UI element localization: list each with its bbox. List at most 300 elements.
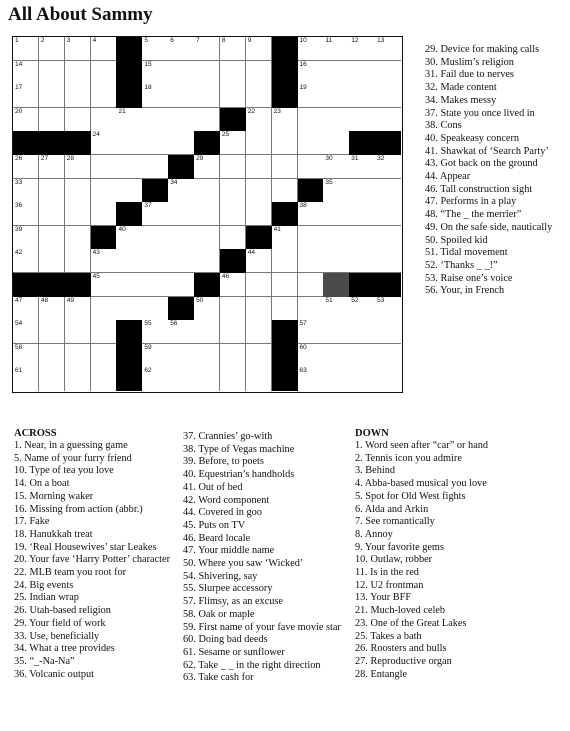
clue-item: 11. Is in the red bbox=[355, 567, 419, 579]
grid-cell[interactable] bbox=[65, 84, 91, 108]
grid-cell[interactable] bbox=[13, 249, 39, 273]
grid-cell[interactable] bbox=[220, 344, 246, 368]
black-square bbox=[116, 61, 142, 85]
grid-cell[interactable] bbox=[349, 108, 375, 132]
grid-cell[interactable] bbox=[13, 108, 39, 132]
grid-cell[interactable] bbox=[91, 367, 117, 391]
grid-cell[interactable] bbox=[298, 108, 324, 132]
grid-cell[interactable] bbox=[323, 320, 349, 344]
clue-number: 9 bbox=[247, 37, 252, 44]
clue-number: 31 bbox=[351, 155, 359, 162]
grid-cell[interactable] bbox=[220, 226, 246, 250]
grid-cell[interactable] bbox=[323, 202, 349, 226]
grid-cell[interactable] bbox=[39, 202, 65, 226]
clue-item: 35. “_-Na-Na” bbox=[14, 655, 75, 667]
shaded-square bbox=[323, 273, 349, 297]
clue-item: 31. Fail due to nerves bbox=[425, 69, 514, 81]
clue-number: 27 bbox=[40, 155, 49, 162]
grid-cell[interactable] bbox=[39, 297, 65, 321]
grid-cell[interactable] bbox=[246, 249, 272, 273]
clue-number: 53 bbox=[377, 296, 385, 304]
black-square bbox=[65, 131, 91, 155]
clue-number: 8 bbox=[221, 37, 226, 44]
grid-cell[interactable] bbox=[65, 61, 91, 85]
grid-cell[interactable] bbox=[65, 155, 91, 179]
grid-cell[interactable] bbox=[298, 131, 324, 155]
grid-cell[interactable] bbox=[220, 297, 246, 321]
clue-item: 18. Hanukkah treat bbox=[14, 528, 93, 540]
grid-cell[interactable] bbox=[323, 131, 349, 155]
grid-cell[interactable] bbox=[39, 61, 65, 85]
across-list-1 bbox=[14, 440, 170, 681]
clue-item: 7. See romantically bbox=[355, 516, 435, 528]
black-square bbox=[39, 131, 65, 155]
clue-number: 45 bbox=[92, 273, 100, 280]
clue-item: 24. Big events bbox=[14, 579, 74, 591]
clue-number: 58 bbox=[15, 343, 23, 351]
clue-number: 7 bbox=[196, 37, 200, 44]
grid-cell[interactable] bbox=[246, 131, 272, 155]
grid-cell[interactable] bbox=[220, 367, 246, 391]
grid-cell[interactable] bbox=[272, 155, 298, 179]
clue-item: 36. Volcanic output bbox=[14, 668, 94, 680]
grid-cell[interactable] bbox=[246, 108, 272, 132]
grid-cell[interactable] bbox=[194, 249, 220, 273]
clue-item: 59. First name of your fave movie star bbox=[183, 621, 341, 633]
clue-item: 6. Alda and Arkin bbox=[355, 503, 429, 515]
clue-item: 2. Tennis icon you admire bbox=[355, 452, 462, 464]
grid-cell[interactable] bbox=[65, 367, 91, 391]
grid-cell[interactable] bbox=[220, 37, 246, 61]
grid-cell[interactable] bbox=[13, 226, 39, 250]
grid-cell[interactable] bbox=[13, 367, 39, 391]
clue-item: 25. Indian wrap bbox=[14, 592, 79, 604]
clue-number: 56 bbox=[170, 320, 178, 328]
clue-number: 17 bbox=[15, 84, 23, 92]
grid-cell[interactable] bbox=[194, 320, 220, 344]
grid-cell[interactable] bbox=[323, 61, 349, 85]
grid-cell[interactable] bbox=[91, 297, 117, 321]
grid-cell[interactable] bbox=[194, 344, 220, 368]
grid-cell[interactable] bbox=[168, 344, 194, 368]
grid-cell[interactable] bbox=[168, 179, 194, 203]
clue-number: 16 bbox=[299, 60, 307, 68]
grid-cell[interactable] bbox=[65, 37, 91, 61]
grid-cell[interactable] bbox=[168, 367, 194, 391]
grid-cell[interactable] bbox=[13, 297, 39, 321]
grid-cell[interactable] bbox=[142, 226, 168, 250]
grid-cell[interactable] bbox=[375, 37, 401, 61]
puzzle-title: All About Sammy bbox=[8, 4, 153, 25]
down-clues-column bbox=[355, 427, 488, 681]
clue-number: 10 bbox=[299, 37, 307, 44]
grid-cell[interactable] bbox=[246, 273, 272, 297]
grid-cell[interactable] bbox=[298, 344, 324, 368]
clue-number: 42 bbox=[15, 249, 23, 257]
grid-cell[interactable] bbox=[39, 226, 65, 250]
grid-cell[interactable] bbox=[298, 226, 324, 250]
grid-cell[interactable] bbox=[142, 84, 168, 108]
clue-number: 37 bbox=[144, 202, 152, 210]
grid-cell[interactable] bbox=[246, 155, 272, 179]
grid-cell[interactable] bbox=[142, 108, 168, 132]
grid-cell[interactable] bbox=[375, 297, 401, 321]
grid-cell[interactable] bbox=[298, 155, 324, 179]
grid-cell[interactable] bbox=[194, 155, 220, 179]
grid-cell[interactable] bbox=[194, 179, 220, 203]
black-square bbox=[194, 273, 220, 297]
grid-cell[interactable] bbox=[13, 202, 39, 226]
grid-cell[interactable] bbox=[246, 179, 272, 203]
clue-number: 35 bbox=[325, 178, 333, 186]
down-heading: DOWN bbox=[355, 428, 389, 439]
grid-cell[interactable] bbox=[349, 249, 375, 273]
black-square bbox=[116, 320, 142, 344]
grid-cell[interactable] bbox=[349, 155, 375, 179]
grid-cell[interactable] bbox=[39, 155, 65, 179]
grid-cell[interactable] bbox=[349, 179, 375, 203]
grid-cell[interactable] bbox=[168, 131, 194, 155]
grid-cell[interactable] bbox=[142, 131, 168, 155]
clue-number: 1 bbox=[15, 37, 19, 44]
grid-cell[interactable] bbox=[375, 320, 401, 344]
grid-cell[interactable] bbox=[323, 108, 349, 132]
grid-cell[interactable] bbox=[39, 320, 65, 344]
grid-cell[interactable] bbox=[142, 273, 168, 297]
grid-cell[interactable] bbox=[13, 320, 39, 344]
grid-cell[interactable] bbox=[349, 61, 375, 85]
grid-cell[interactable] bbox=[375, 202, 401, 226]
grid-cell[interactable] bbox=[220, 131, 246, 155]
black-square bbox=[168, 297, 194, 321]
grid-cell[interactable] bbox=[168, 61, 194, 85]
grid-cell[interactable] bbox=[13, 155, 39, 179]
clue-item: 34. What a tree provides bbox=[14, 643, 115, 655]
grid-cell[interactable] bbox=[91, 202, 117, 226]
grid-cell[interactable] bbox=[323, 367, 349, 391]
clue-item: 10. Outlaw, robber bbox=[355, 554, 433, 566]
grid-cell[interactable] bbox=[168, 84, 194, 108]
grid-cell[interactable] bbox=[91, 179, 117, 203]
grid-cell[interactable] bbox=[194, 226, 220, 250]
grid-cell[interactable] bbox=[168, 108, 194, 132]
grid-cell[interactable] bbox=[91, 108, 117, 132]
black-square bbox=[375, 131, 401, 155]
clue-item: 40. Speakeasy concern bbox=[425, 132, 520, 144]
grid-cell[interactable] bbox=[349, 37, 375, 61]
grid-cell[interactable] bbox=[323, 226, 349, 250]
grid-cell[interactable] bbox=[65, 297, 91, 321]
grid-cell[interactable] bbox=[91, 273, 117, 297]
black-square bbox=[220, 249, 246, 273]
clue-item: 1. Word seen after “car” or hand bbox=[355, 440, 489, 451]
clue-item: 4. Abba-based musical you love bbox=[355, 478, 487, 490]
grid-cell[interactable] bbox=[142, 367, 168, 391]
grid-cell[interactable] bbox=[168, 273, 194, 297]
clue-item: 50. Where you saw ‘Wicked’ bbox=[183, 558, 304, 570]
grid-cell[interactable] bbox=[13, 344, 39, 368]
grid-cell[interactable] bbox=[39, 84, 65, 108]
clue-item: 22. MLB team you root for bbox=[14, 567, 127, 579]
grid-cell[interactable] bbox=[272, 179, 298, 203]
grid-cell[interactable] bbox=[91, 155, 117, 179]
clue-number: 24 bbox=[92, 131, 100, 139]
clue-item: 57. Flimsy, as an excuse bbox=[183, 596, 283, 608]
grid-cell[interactable] bbox=[13, 61, 39, 85]
grid-cell[interactable] bbox=[65, 320, 91, 344]
grid-cell[interactable] bbox=[272, 273, 298, 297]
grid-cell[interactable] bbox=[65, 179, 91, 203]
clue-item: 23. One of the Great Lakes bbox=[355, 617, 467, 629]
clue-item: 13. Your BFF bbox=[355, 592, 412, 604]
grid-cell[interactable] bbox=[375, 344, 401, 368]
clue-number: 15 bbox=[144, 60, 152, 68]
clue-number: 28 bbox=[66, 155, 74, 162]
clue-item: 41. Shawkat of ‘Search Party’ bbox=[425, 145, 549, 157]
grid-cell[interactable] bbox=[168, 249, 194, 273]
clue-number: 59 bbox=[144, 343, 152, 351]
clue-number: 48 bbox=[40, 296, 49, 304]
clue-item: 63. Take cash for bbox=[183, 672, 254, 684]
clue-item: 44. Appear bbox=[425, 171, 471, 183]
grid-cell[interactable] bbox=[375, 179, 401, 203]
clue-number: 26 bbox=[15, 155, 23, 162]
grid-cell[interactable] bbox=[39, 108, 65, 132]
grid-cell[interactable] bbox=[220, 155, 246, 179]
grid-cell[interactable] bbox=[246, 84, 272, 108]
black-square bbox=[349, 131, 375, 155]
clue-number: 14 bbox=[15, 60, 23, 68]
clue-item: 26. Roosters and bulls bbox=[355, 643, 447, 655]
grid-cell[interactable] bbox=[349, 226, 375, 250]
grid-cell[interactable] bbox=[91, 249, 117, 273]
grid-cell[interactable] bbox=[142, 37, 168, 61]
grid-cell[interactable] bbox=[168, 37, 194, 61]
black-square bbox=[13, 273, 39, 297]
grid-cell[interactable] bbox=[272, 249, 298, 273]
grid-cell[interactable] bbox=[168, 202, 194, 226]
clue-number: 62 bbox=[144, 367, 152, 375]
clue-number: 33 bbox=[15, 178, 23, 186]
grid-cell[interactable] bbox=[375, 155, 401, 179]
black-square bbox=[142, 179, 168, 203]
grid-cell[interactable] bbox=[194, 202, 220, 226]
grid-cell[interactable] bbox=[142, 61, 168, 85]
clue-item: 3. Behind bbox=[355, 465, 396, 477]
clue-number: 61 bbox=[15, 367, 23, 375]
grid-cell[interactable] bbox=[323, 84, 349, 108]
clue-item: 54. Shivering, say bbox=[183, 570, 258, 582]
grid-cell[interactable] bbox=[168, 320, 194, 344]
grid-cell[interactable] bbox=[323, 344, 349, 368]
grid-cell[interactable] bbox=[142, 344, 168, 368]
clue-item: 17. Fake bbox=[14, 516, 50, 528]
across-heading: ACROSS bbox=[14, 428, 57, 439]
grid-cell[interactable] bbox=[272, 108, 298, 132]
grid-cell[interactable] bbox=[116, 108, 142, 132]
grid-cell[interactable] bbox=[246, 202, 272, 226]
grid-cell[interactable] bbox=[298, 320, 324, 344]
grid-cell[interactable] bbox=[91, 344, 117, 368]
grid-cell[interactable] bbox=[65, 202, 91, 226]
grid-cell[interactable] bbox=[246, 367, 272, 391]
clue-item: 15. Morning waker bbox=[14, 490, 94, 502]
grid-cell[interactable] bbox=[298, 202, 324, 226]
clue-number: 22 bbox=[247, 107, 256, 115]
grid-cell[interactable] bbox=[39, 179, 65, 203]
grid-cell[interactable] bbox=[298, 249, 324, 273]
grid-cell[interactable] bbox=[142, 155, 168, 179]
grid-cell[interactable] bbox=[220, 84, 246, 108]
grid-cell[interactable] bbox=[168, 226, 194, 250]
clue-item: 47. Your middle name bbox=[183, 545, 275, 557]
grid-cell[interactable] bbox=[65, 249, 91, 273]
grid-cell[interactable] bbox=[246, 37, 272, 61]
grid-cell[interactable] bbox=[220, 320, 246, 344]
grid-cell[interactable] bbox=[65, 226, 91, 250]
clue-item: 43. Got back on the ground bbox=[425, 158, 538, 170]
grid-cell[interactable] bbox=[323, 179, 349, 203]
grid-cell[interactable] bbox=[323, 249, 349, 273]
clue-number: 13 bbox=[377, 37, 385, 44]
clue-item: 56. Your, in French bbox=[425, 285, 505, 297]
grid-cell[interactable] bbox=[194, 37, 220, 61]
clue-item: 32. Made content bbox=[425, 82, 497, 94]
grid-cell[interactable] bbox=[194, 108, 220, 132]
grid-cell[interactable] bbox=[272, 131, 298, 155]
grid-cell[interactable] bbox=[375, 108, 401, 132]
grid-cell[interactable] bbox=[323, 37, 349, 61]
grid-cell[interactable] bbox=[39, 344, 65, 368]
black-square bbox=[220, 108, 246, 132]
clue-number: 38 bbox=[299, 202, 307, 210]
grid-cell[interactable] bbox=[298, 84, 324, 108]
grid-cell[interactable] bbox=[142, 249, 168, 273]
black-square bbox=[116, 202, 142, 226]
grid-cell[interactable] bbox=[91, 84, 117, 108]
grid-cell[interactable] bbox=[349, 344, 375, 368]
grid-cell[interactable] bbox=[375, 226, 401, 250]
grid-cell[interactable] bbox=[220, 202, 246, 226]
clue-item: 37. State you once lived in bbox=[425, 107, 535, 119]
grid-cell[interactable] bbox=[91, 320, 117, 344]
grid-cell[interactable] bbox=[91, 131, 117, 155]
grid-cell[interactable] bbox=[116, 249, 142, 273]
grid-cell[interactable] bbox=[194, 61, 220, 85]
grid-cell[interactable] bbox=[13, 84, 39, 108]
grid-cell[interactable] bbox=[91, 61, 117, 85]
grid-cell[interactable] bbox=[194, 297, 220, 321]
black-square bbox=[272, 367, 298, 391]
clue-item: 58. Oak or maple bbox=[183, 608, 255, 620]
grid-cell[interactable] bbox=[246, 344, 272, 368]
clue-item: 33. Use, beneficially bbox=[14, 630, 100, 642]
clue-item: 10. Type of tea you love bbox=[14, 465, 114, 477]
grid-cell[interactable] bbox=[349, 320, 375, 344]
grid-cell[interactable] bbox=[323, 297, 349, 321]
clue-number: 49 bbox=[66, 296, 74, 304]
grid-cell[interactable] bbox=[142, 320, 168, 344]
clue-item: 5. Name of your furry friend bbox=[14, 452, 132, 464]
grid-cell[interactable] bbox=[39, 367, 65, 391]
grid-cell[interactable] bbox=[298, 367, 324, 391]
grid-cell[interactable] bbox=[116, 297, 142, 321]
grid-cell[interactable] bbox=[246, 61, 272, 85]
grid-cell[interactable] bbox=[375, 249, 401, 273]
clue-item: 49. On the safe side, nautically bbox=[425, 221, 553, 233]
grid-cell[interactable] bbox=[349, 202, 375, 226]
clue-number: 44 bbox=[247, 249, 256, 257]
grid-cell[interactable] bbox=[298, 297, 324, 321]
black-square bbox=[272, 37, 298, 61]
clue-item: 55. Slurpee accessory bbox=[183, 583, 273, 595]
grid-cell[interactable] bbox=[272, 226, 298, 250]
grid-cell[interactable] bbox=[116, 155, 142, 179]
grid-cell[interactable] bbox=[298, 61, 324, 85]
grid-cell[interactable] bbox=[323, 155, 349, 179]
clue-item: 50. Spoiled kid bbox=[425, 234, 488, 246]
clue-item: 48. “The _ the merrier” bbox=[425, 209, 522, 221]
grid-cell[interactable] bbox=[220, 179, 246, 203]
grid-cell[interactable] bbox=[272, 297, 298, 321]
clue-item: 21. Much-loved celeb bbox=[355, 605, 446, 617]
grid-cell[interactable] bbox=[194, 367, 220, 391]
black-square bbox=[272, 202, 298, 226]
clue-item: 9. Your favorite gems bbox=[355, 541, 444, 553]
grid-cell[interactable] bbox=[65, 108, 91, 132]
grid-cell[interactable] bbox=[246, 320, 272, 344]
grid-cell[interactable] bbox=[220, 61, 246, 85]
clue-item: 25. Takes a bath bbox=[355, 630, 422, 642]
grid-cell[interactable] bbox=[349, 84, 375, 108]
grid-cell[interactable] bbox=[246, 297, 272, 321]
grid-cell[interactable] bbox=[375, 367, 401, 391]
grid-cell[interactable] bbox=[220, 273, 246, 297]
clue-item: 38. Type of Vegas machine bbox=[183, 443, 295, 455]
grid-cell[interactable] bbox=[39, 249, 65, 273]
clue-item: 14. On a boat bbox=[14, 478, 70, 490]
grid-cell[interactable] bbox=[349, 367, 375, 391]
clue-number: 6 bbox=[170, 37, 174, 44]
grid-cell[interactable] bbox=[65, 344, 91, 368]
grid-cell[interactable] bbox=[298, 37, 324, 61]
black-square bbox=[116, 367, 142, 391]
clue-number: 40 bbox=[118, 225, 126, 233]
grid-cell[interactable] bbox=[349, 297, 375, 321]
black-square bbox=[13, 131, 39, 155]
grid-cell[interactable] bbox=[39, 37, 65, 61]
grid-cell[interactable] bbox=[116, 273, 142, 297]
grid-cell[interactable] bbox=[375, 84, 401, 108]
grid-cell[interactable] bbox=[375, 61, 401, 85]
grid-cell[interactable] bbox=[13, 37, 39, 61]
grid-cell[interactable] bbox=[194, 84, 220, 108]
clue-item: 40. Equestrian’s handholds bbox=[183, 469, 295, 481]
grid-cell[interactable] bbox=[142, 202, 168, 226]
grid-cell[interactable] bbox=[13, 179, 39, 203]
clue-item: 8. Annoy bbox=[355, 528, 393, 540]
grid-cell[interactable] bbox=[298, 273, 324, 297]
grid-cell[interactable] bbox=[91, 37, 117, 61]
grid-cell[interactable] bbox=[116, 226, 142, 250]
clue-number: 12 bbox=[351, 37, 359, 44]
grid-cell[interactable] bbox=[116, 179, 142, 203]
grid-cell[interactable] bbox=[116, 131, 142, 155]
grid-cell[interactable] bbox=[142, 297, 168, 321]
clue-number: 50 bbox=[196, 296, 204, 304]
clue-item: 19. ‘Real Housewives’ star Leakes bbox=[14, 541, 157, 553]
black-square bbox=[39, 273, 65, 297]
